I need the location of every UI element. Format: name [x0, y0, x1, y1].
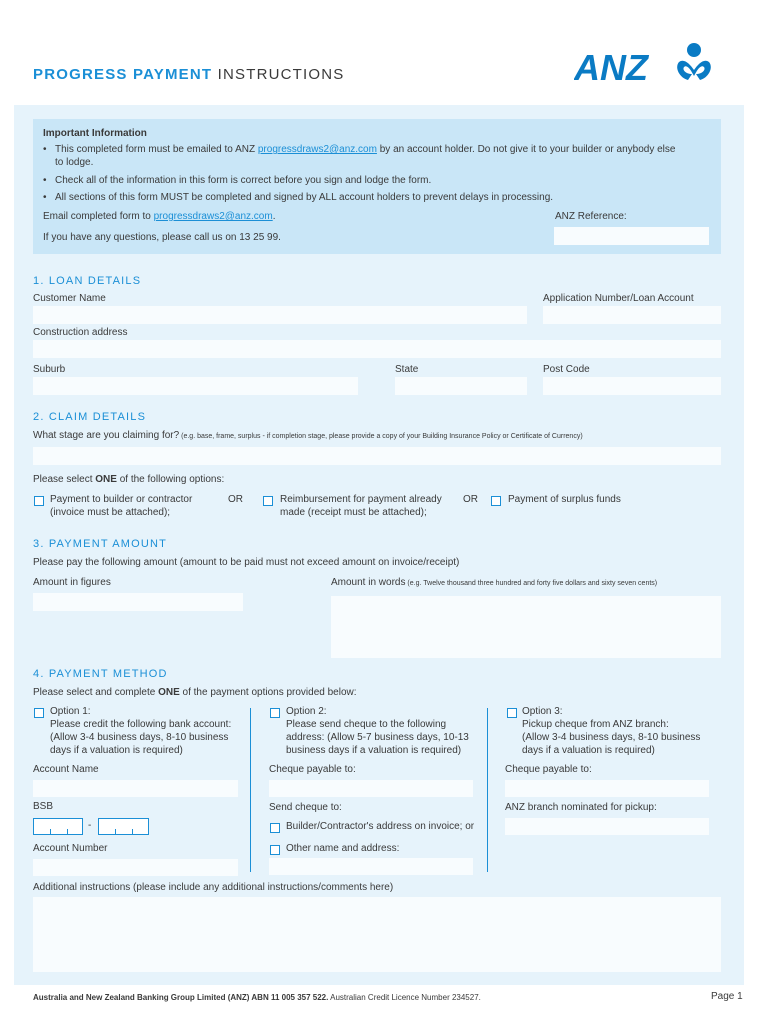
additional-instructions-field[interactable]	[33, 897, 721, 972]
bsb-field-part-1[interactable]	[33, 818, 83, 835]
checkbox-option-1[interactable]	[34, 708, 44, 718]
option-builder-line1: Payment to builder or contractor	[50, 494, 193, 505]
info-bullet-1	[55, 144, 675, 155]
option-1-line3: days if a valuation is required)	[50, 745, 183, 756]
option-2-title: Option 2:	[286, 706, 327, 717]
select-pre: Please select	[33, 474, 96, 485]
option-reimbursement-line1: Reimbursement for payment already	[280, 494, 442, 505]
option-builder-line2: (invoice must be attached);	[50, 507, 171, 518]
customer-name-label: Customer Name	[33, 293, 106, 304]
option-3-title: Option 3:	[522, 706, 563, 717]
option-surplus-funds: Payment of surplus funds	[508, 494, 621, 505]
questions-text: If you have any questions, please call us on 13 25 99.	[43, 232, 281, 243]
anz-people-icon	[677, 43, 711, 80]
option-1-line1: Please credit the following bank account:	[50, 719, 232, 730]
amount-figures-label: Amount in figures	[33, 577, 111, 588]
email-instruction-pre: Email completed form to	[43, 211, 154, 222]
bsb-label: BSB	[33, 801, 54, 812]
additional-instructions-label: Additional instructions (please include any additional instructions/comments here)	[33, 882, 394, 893]
application-number-label: Application Number/Loan Account	[543, 293, 694, 304]
construction-address-label: Construction address	[33, 327, 128, 338]
suburb-label: Suburb	[33, 364, 66, 375]
info-bullet-1-line2: to lodge.	[55, 157, 94, 168]
account-number-label: Account Number	[33, 843, 108, 854]
method-instruction-bold: ONE	[158, 687, 180, 698]
info-heading: Important Information	[43, 128, 147, 139]
construction-address-field[interactable]	[33, 340, 721, 358]
select-option-instruction	[33, 474, 224, 485]
amount-words-text: Amount in words	[331, 577, 406, 588]
info-bullet-2: Check all of the information in this form is correct before you sign and lodge the form.	[55, 175, 432, 186]
amount-words-field[interactable]	[331, 596, 721, 658]
option-divider-1	[250, 708, 251, 872]
select-bold: ONE	[95, 474, 117, 485]
info-bullet-3: All sections of this form MUST be completed and signed by ALL account holders to prevent delays in processing.	[55, 192, 554, 203]
option-divider-2	[487, 708, 488, 872]
claim-details-heading: 2. CLAIM DETAILS	[33, 411, 147, 423]
other-address-field[interactable]	[269, 858, 473, 875]
info-bullet-1-post: by an account holder. Do not give it to your builder or anybody else	[376, 144, 676, 155]
bullet-dot: •	[43, 144, 47, 155]
bullet-dot: •	[43, 175, 47, 186]
select-post: of the following options:	[116, 474, 225, 485]
option-1-title: Option 1:	[50, 706, 91, 717]
state-label: State	[395, 364, 419, 375]
branch-pickup-label: ANZ branch nominated for pickup:	[505, 802, 657, 813]
option-3-cheque-payable-field[interactable]	[505, 780, 709, 797]
account-name-label: Account Name	[33, 764, 99, 775]
option-2-line2: address: (Allow 5-7 business days, 10-13	[286, 732, 469, 743]
payment-method-instruction	[33, 687, 357, 698]
option-3-cheque-payable-label: Cheque payable to:	[505, 764, 592, 775]
email-link-1[interactable]: progressdraws2@anz.com	[257, 144, 377, 155]
checkbox-payment-to-builder[interactable]	[34, 496, 44, 506]
option-2-line3: business days if a valuation is required)	[286, 745, 462, 756]
method-instruction-post: of the payment options provided below:	[179, 687, 357, 698]
send-cheque-label: Send cheque to:	[269, 802, 342, 813]
option-3-line3: days if a valuation is required)	[522, 745, 655, 756]
suburb-field[interactable]	[33, 377, 358, 395]
post-code-label: Post Code	[543, 364, 590, 375]
stage-question-text: What stage are you claiming for?	[33, 430, 180, 441]
bsb-field-part-2[interactable]	[98, 818, 149, 835]
checkbox-reimbursement[interactable]	[263, 496, 273, 506]
email-link-2[interactable]: progressdraws2@anz.com	[153, 211, 273, 222]
title-accent: PROGRESS PAYMENT	[33, 66, 213, 83]
footer-rest: Australian Credit Licence Number 234527.	[328, 993, 481, 1002]
application-number-field[interactable]	[543, 306, 721, 324]
bsb-dash: -	[88, 820, 92, 831]
other-address-label: Other name and address:	[286, 843, 400, 854]
amount-figures-field[interactable]	[33, 593, 243, 611]
info-bullet-1-pre: This completed form must be emailed to ANZ	[55, 144, 258, 155]
claim-stage-field[interactable]	[33, 447, 721, 465]
payment-method-heading: 4. PAYMENT METHOD	[33, 668, 168, 680]
amount-words-hint: (e.g. Twelve thousand three hundred and forty five dollars and sixty seven cents)	[405, 580, 658, 587]
customer-name-field[interactable]	[33, 306, 527, 324]
builder-address-label: Builder/Contractor's address on invoice; or	[286, 821, 475, 832]
anz-reference-label: ANZ Reference:	[555, 211, 627, 222]
checkbox-option-2[interactable]	[270, 708, 280, 718]
bullet-dot: •	[43, 192, 47, 203]
email-instruction	[43, 211, 275, 222]
method-instruction-pre: Please select and complete	[33, 687, 159, 698]
stage-question	[33, 430, 583, 441]
option-1-line2: (Allow 3-4 business days, 8-10 business	[50, 732, 229, 743]
payment-amount-instruction: Please pay the following amount (amount to be paid must not exceed amount on invoice/receipt)	[33, 557, 460, 568]
page-title	[33, 66, 345, 83]
checkbox-builder-address[interactable]	[270, 823, 280, 833]
payment-amount-heading: 3. PAYMENT AMOUNT	[33, 538, 168, 550]
branch-pickup-field[interactable]	[505, 818, 709, 835]
or-label-1: OR	[228, 494, 243, 505]
post-code-field[interactable]	[543, 377, 721, 395]
checkbox-option-3[interactable]	[507, 708, 517, 718]
amount-words-label	[331, 577, 657, 588]
footer-legal	[33, 993, 481, 1002]
email-instruction-post: .	[272, 211, 276, 222]
checkbox-other-address[interactable]	[270, 845, 280, 855]
option-2-cheque-payable-field[interactable]	[269, 780, 473, 797]
option-3-line1: Pickup cheque from ANZ branch:	[522, 719, 669, 730]
option-2-line1: Please send cheque to the following	[286, 719, 447, 730]
anz-reference-field[interactable]	[554, 227, 709, 245]
or-label-2: OR	[463, 494, 478, 505]
state-field[interactable]	[395, 377, 527, 395]
loan-details-heading: 1. LOAN DETAILS	[33, 275, 142, 287]
option-2-cheque-payable-label: Cheque payable to:	[269, 764, 356, 775]
account-number-field[interactable]	[33, 859, 238, 876]
stage-hint: (e.g. base, frame, surplus - if completion stage, please provide a copy of your Building Insurance Policy or Certificate of Currency)	[179, 433, 583, 440]
title-rest: INSTRUCTIONS	[212, 66, 345, 83]
account-name-field[interactable]	[33, 780, 238, 797]
option-reimbursement-line2: made (receipt must be attached);	[280, 507, 427, 518]
page-number: Page 1	[711, 991, 743, 1002]
footer-bold: Australia and New Zealand Banking Group Limited (ANZ) ABN 11 005 357 522.	[33, 993, 329, 1002]
anz-logo-text: ANZ	[574, 47, 648, 84]
anz-logo	[574, 40, 724, 84]
checkbox-surplus-funds[interactable]	[491, 496, 501, 506]
option-3-line2: (Allow 3-4 business days, 8-10 business	[522, 732, 701, 743]
